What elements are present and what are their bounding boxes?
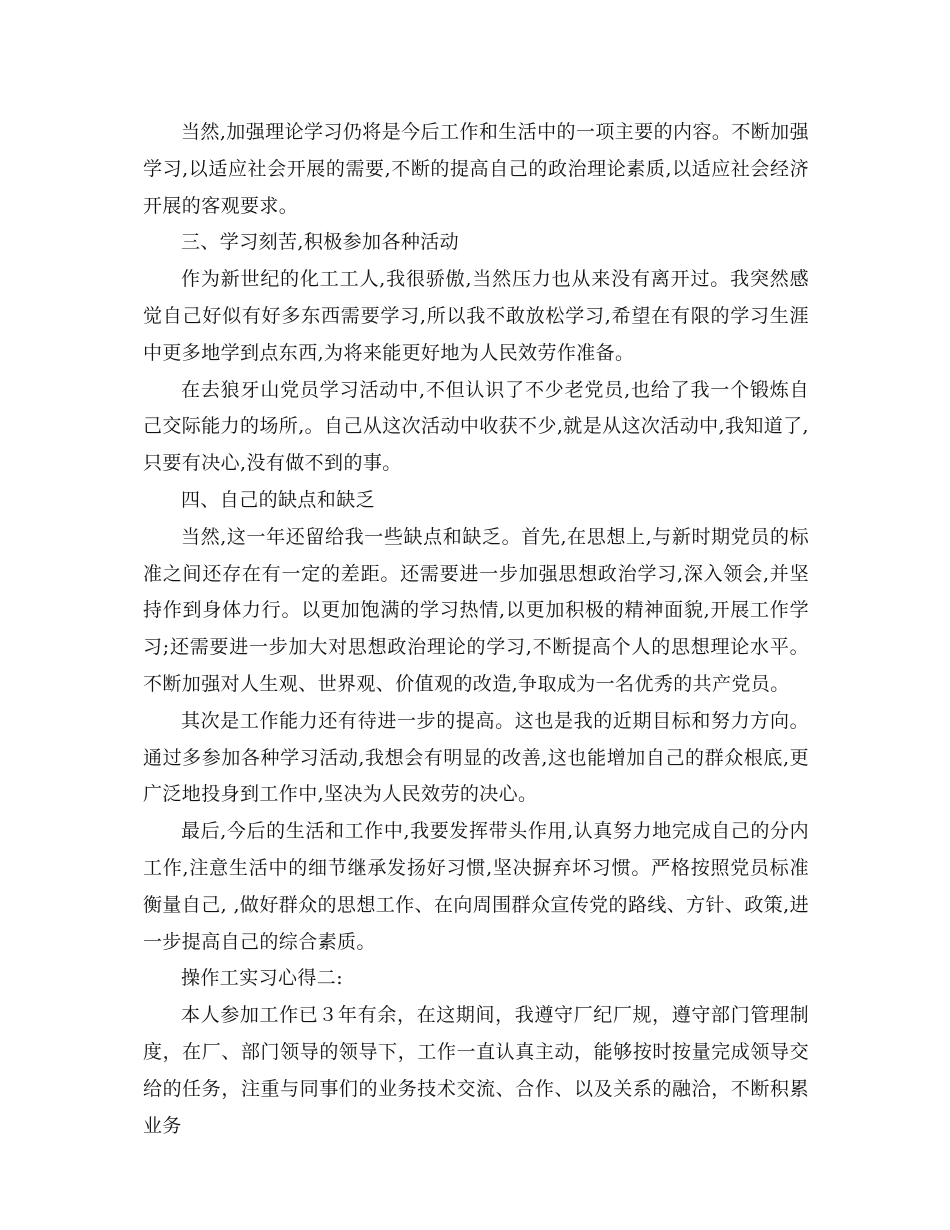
document-body xyxy=(143,114,809,1144)
paragraph-shortcomings: 当然,这一年还留给我一些缺点和缺乏。首先,在思想上,与新时期党员的标准之间还存在有一定的差距。还需要进一步加强思想政治学习,深入领会,并坚持作到身体力行。以更加饱满的学习热情,以更加积极的精神面貌,开展工作学习;还需要进一步加大对思想政治理论的学习,不断提高个人的思想理论水平。不断加强对人生观、世界观、价值观的改造,争取成为一名优秀的共产党员。 xyxy=(143,525,809,695)
paragraph-work-experience: 本人参加工作已３年有余，在这期间，我遵守厂纪厂规，遵守部门管理制度，在厂、部门领导的领导下，工作一直认真主动，能够按时按量完成领导交给的任务，注重与同事们的业务技术交流、合作、以及关系的融洽，不断积累业务 xyxy=(143,1004,809,1137)
paragraph-langya-activity: 在去狼牙山党员学习活动中,不但认识了不少老党员,也给了我一个锻炼自己交际能力的场所,。自己从这次活动中收获不少,就是从这次活动中,我知道了,只要有决心,没有做不到的事。 xyxy=(143,378,809,475)
section-heading-4: 四、自己的缺点和缺乏 xyxy=(181,488,376,511)
section-heading-3: 三、学习刻苦,积极参加各种活动 xyxy=(181,231,460,254)
paragraph-work-ability: 其次是工作能力还有待进一步的提高。这也是我的近期目标和努力方向。通过多参加各种学习活动,我想会有明显的改善,这也能增加自己的群众根底,更广泛地投身到工作中,坚决为人民效劳的决心。 xyxy=(143,709,809,806)
paragraph-finally: 最后,今后的生活和工作中,我要发挥带头作用,认真努力地完成自己的分内工作,注意生活中的细节继承发扬好习惯,坚决摒弃坏习惯。严格按照党员标准衡量自己, ,做好群众的思想工作、在向周围群众宣传党的路线、方针、政策,进一步提高自己的综合素质。 xyxy=(143,820,809,953)
paragraph-theory-study: 当然,加强理论学习仍将是今后工作和生活中的一项主要的内容。不断加强学习,以适应社会开展的需要,不断的提高自己的政治理论素质,以适应社会经济开展的客观要求。 xyxy=(143,121,809,217)
paragraph-chemical-worker: 作为新世纪的化工工人,我很骄傲,当然压力也从来没有离开过。我突然感觉自己好似有好多东西需要学习,所以我不敢放松学习,希望在有限的学习生涯中更多地学到点东西,为将来能更好地为人民效劳作准备。 xyxy=(143,268,809,364)
section-heading-internship-2: 操作工实习心得二: xyxy=(181,967,344,990)
